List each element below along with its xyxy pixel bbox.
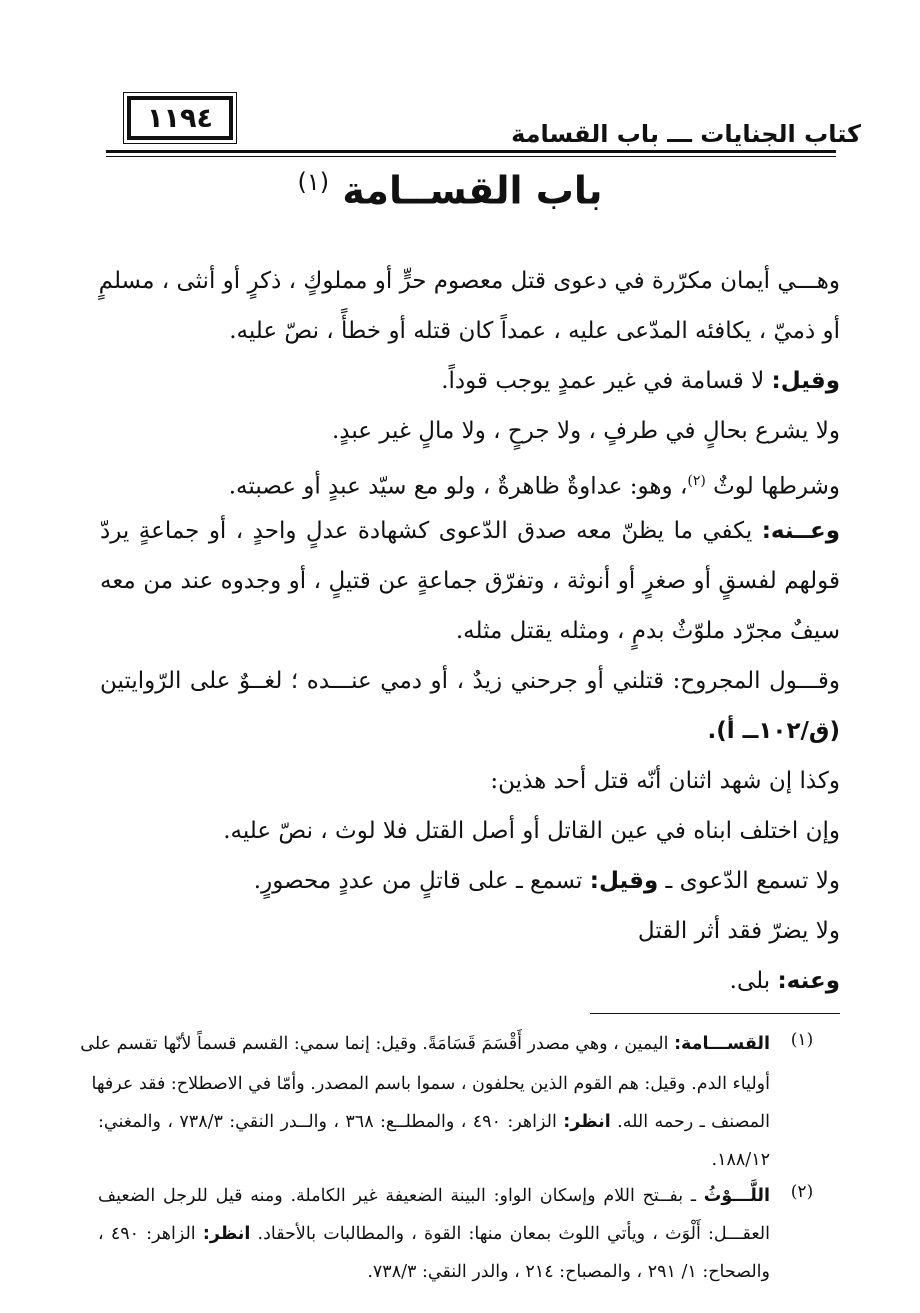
footnote-1-line-1: القســـامة: اليمين ، وهي مصدر أَقْسَمَ قَسَامَةً. وقيل: إنما سمي: القسم قسماً لأنّها تقسم على — [80, 1034, 770, 1054]
body-line-13: ولا تسمع الدّعوى ـ وقيل: تسمع ـ على قاتلٍ من عددٍ محصورٍ. — [253, 868, 840, 894]
chapter-title — [200, 168, 700, 228]
body-line-6: وعــنه: يكفي ما يظنّ معه صدق الدّعوى كشهادة عدلٍ واحدٍ ، أو جماعةٍ يردّ — [100, 518, 840, 544]
term-label: وقيل: — [589, 868, 659, 894]
footnote-2-line-3: والصحاح: ١/ ٢٩١ ، والمصباح: ٢١٤ ، والدر النقي: ٧٣٨/٣. — [367, 1262, 770, 1282]
body-line-11: وكذا إن شهد اثنان أنّه قتل أحد هذين: — [490, 768, 840, 794]
footnote-2-line-1: اللَّـــوْثُ ـ بفــتح اللام وإسكان الواو: البينة الضعيفة غير الكاملة. ومنه قيل للرجل الضعيف — [98, 1186, 770, 1206]
page-number: ١١٩٤ — [147, 102, 213, 134]
footnote-number-2: (٢) — [790, 1182, 814, 1202]
body-line-9: وقـــول المجروح: قتلني أو جرحني زيدٌ ، أو دمي عنـــده ؛ لغــوٌ على الرّوايتين — [100, 668, 840, 694]
footnote-1-line-4: ١٨٨/١٢. — [711, 1150, 770, 1170]
manuscript-ref: (ق/١٠٢ــ أ). — [707, 718, 840, 744]
body-line-3: وقيل: لا قسامة في غير عمدٍ يوجب قوداً. — [441, 368, 840, 394]
header-rule — [106, 150, 836, 153]
body-line-2: أو ذميّ ، يكافئه المدّعى عليه ، عمداً كان قتله أو خطأً ، نصّ عليه. — [229, 318, 840, 344]
body-line-14: ولا يضرّ فقد أثر القتل — [637, 918, 840, 944]
running-header: كتاب الجنايات ـــ باب القسامة — [511, 120, 861, 148]
footnote-2-line-2: العقـــل: أَلْوَث ، ويأتي اللوث بمعان منها: القوة ، والمطالبات بالأحقاد. انظر: الزاهر: ٤٩٠ ، — [98, 1224, 770, 1244]
header-rule-thin — [106, 156, 836, 157]
term-label: وعنه: — [777, 968, 840, 994]
page-number-box — [127, 96, 233, 140]
body-line-5: وشرطها لوثٌ $^{(٢)}$، وهو: عداوةٌ ظاهرةٌ ، ولو مع سيّد عبدٍ أو عصبته. — [228, 473, 840, 500]
term-label: وقيل: — [771, 368, 840, 394]
footnote-1-line-2: أولياء الدم. وقيل: هم القوم الذين يحلفون ، سموا باسم المصدر. وأمّا في الاصطلاح: فقد عرفها — [91, 1074, 770, 1094]
body-line-1: وهـــي أيمان مكرّرة في دعوى قتل معصوم حرٍّ أو مملوكٍ ، ذكرٍ أو أنثى ، مسلمٍ — [98, 268, 840, 294]
footnote-ref-2: (٢) — [687, 473, 706, 489]
chapter-title-text: باب القســامة — [342, 168, 603, 213]
term-label: وعــنه: — [761, 518, 840, 544]
body-line-4: ولا يشرع بحالٍ في طرفٍ ، ولا جرحٍ ، ولا مالٍ غير عبدٍ. — [331, 418, 840, 444]
footnote-rule — [590, 1013, 840, 1014]
body-line-12: وإن اختلف ابناه في عين القاتل أو أصل القتل فلا لوث ، نصّ عليه. — [223, 818, 840, 844]
chapter-note-ref: (١) — [297, 168, 330, 196]
body-line-15: وعنه: بلى. — [729, 968, 840, 994]
body-line-7: قولهم لفسقٍ أو صغرٍ أو أنوثة ، وتفرّق جماعةٍ عن قتيلٍ ، أو وجدوه عند من معه — [100, 568, 840, 594]
footnote-1-line-3: المصنف ـ رحمه الله. انظر: الزاهر: ٤٩٠ ، والمطلــع: ٣٦٨ ، والــدر النقي: ٧٣٨/٣ ، والمغني: — [98, 1112, 770, 1132]
body-line-8: سيفٌ مجرّد ملوّثٌ بدمٍ ، ومثله يقتل مثله. — [455, 618, 840, 644]
footnote-number-1: (١) — [790, 1030, 814, 1050]
